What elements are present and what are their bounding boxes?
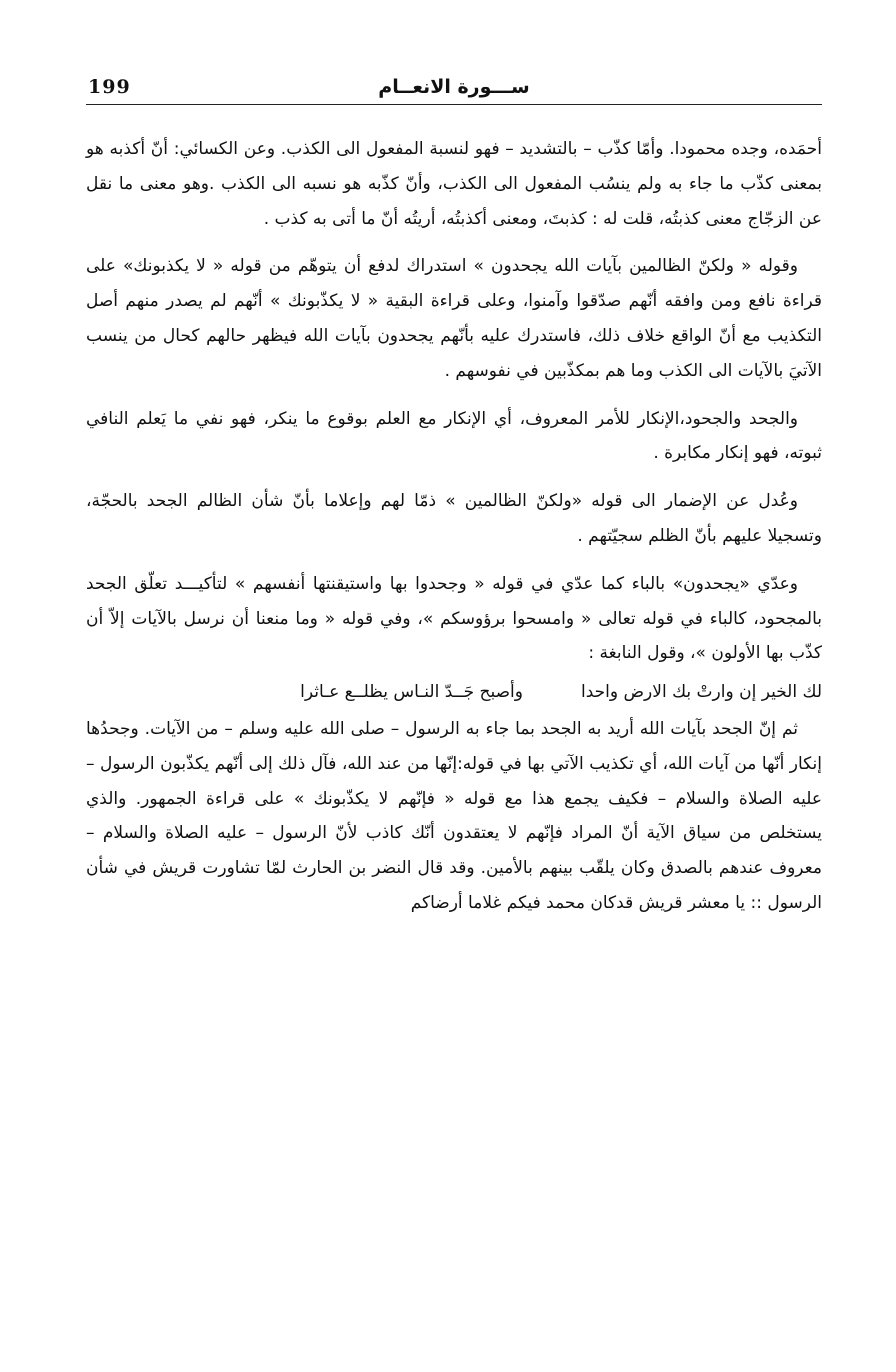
verse-second-hemistich: وأصبح جَــدّ النـاس يظلــع عـاثرا (300, 682, 523, 703)
paragraph-3: والجحد والجحود،الإنكار للأمر المعروف، أي الإنكار مع العلم بوقوع ما ينكر، فهو نفي ما يَعلم النافي ثبوته، فهو إنكار مكابرة . (86, 408, 822, 464)
paragraph-5: وعدّي «يجحدون» بالباء كما عدّي في قوله « وجحدوا بها واستيقنتها أنفسهم » لتأكيـــد تعلّق الجحد بالمجحود، كالباء في قوله تعالى « وامسحوا برؤوسكم »، وفي قوله « وما منعنا أن نرسل بالآيات إلاّ أن كذّب بها الأولون »، وقول النابغة : (86, 573, 822, 664)
body-text (86, 132, 822, 934)
paragraph-1: أحمَده، وجده محمودا. وأمّا كذّب – بالتشديد – فهو لنسبة المفعول الى الكذب. وعن الكسائي: أنّ أكذبه هو بمعنى كذّب ما جاء به ولم ينسُب المفعول الى الكذب، وأنّ كذّبه هو نسبه الى الكذب .وهو معنى ما نقل عن الزجّاج معنى كذبتُه، قلت له : كذبتَ، ومعنى أكذبتُه، أريتُه أنّ ما أتى به كذب . (86, 139, 822, 229)
paragraph-4: وعُدل عن الإضمار الى قوله «ولكنّ الظالمين » ذمّا لهم وإعلاما بأنّ شأن الظالم الجحد بالحجّة، وتسجيلا عليهم بأنّ الظلم سجيّتهم . (86, 491, 822, 546)
header-rule (86, 104, 822, 105)
page-number: 199 (88, 76, 131, 98)
poetry-verse (86, 675, 822, 710)
page-header (88, 72, 820, 104)
verse-first-hemistich: لك الخير إن وارتْ بك الارض واحدا (581, 682, 822, 703)
running-title: ســـورة الانعــام (378, 76, 530, 98)
paragraph-2: وقوله « ولكنّ الظالمين بآيات الله يجحدون » استدراك لدفع أن يتوهّم من قوله « لا يكذبونك» على قراءة نافع ومن وافقه أنّهم صدّقوا وآمنوا، وعلى قراءة البقية « لا يكذّبونك » أنّهم لم يصدر منهم أصل التكذيب مع أنّ الواقع خلاف ذلك، فاستدرك عليه بأنّهم يجحدون بآيات الله فيظهر حالهم كحال من ينسب الآتيَ بالآيات الى الكذب وما هم بمكذّبين في نفوسهم . (86, 256, 822, 381)
paragraph-6: ثم إنّ الجحد بآيات الله أريد به الجحد بما جاء به الرسول – صلى الله عليه وسلم – من الآيات. وجحدُها إنكار أنّها من آيات الله، أي تكذيب الآتي بها في قوله:إنّها من عند الله، فآل ذلك إلى أنّهم يكذّبون الرسول – عليه الصلاة والسلام – فكيف يجمع هذا مع قوله « فإنّهم لا يكذّبونك » على قراءة الجمهور. والذي يستخلص من سياق الآية أنّ المراد فإنّهم لا يعتقدون أنّك كاذب لأنّ الرسول – عليه الصلاة والسلام – معروف عندهم بالصدق وكان يلقّب بينهم بالأمين. وقد قال النضر بن الحارث لمّا تشاورت قريش في شأن الرسول :: يا معشر قريش قدكان محمد فيكم غلاما أرضاكم (86, 718, 822, 913)
